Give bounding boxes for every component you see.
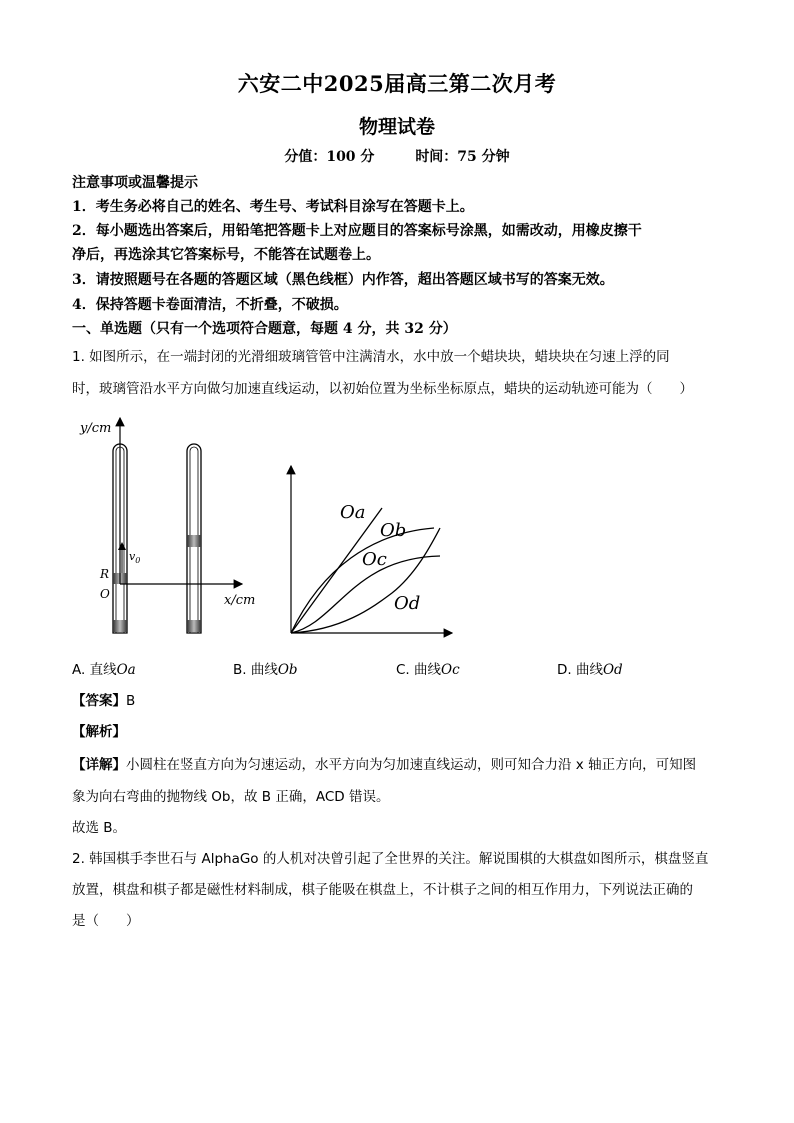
notice-item: 1．考生务必将自己的姓名、考生号、考试科目涂写在答题卡上。 [72,199,474,215]
q1-answer: 【答案】B [72,693,136,709]
notice-item: 净后，再选涂其它答案标号，不能答在试题卷上。 [72,247,380,263]
velocity-label: $v_0$ [129,550,141,565]
exam-subject: 物理试卷 [358,116,435,138]
notice-item: 3．请按照题号在各题的答题区域（黑色线框）内作答，超出答题区域书写的答案无效。 [72,272,614,288]
q1-detail: 【详解】小圆柱在竖直方向为匀速运动，水平方向为匀加速直线运动，则可知合力沿 x 轴正方向，可知图 [72,757,697,773]
tube-bottom-block [187,620,201,632]
x-axis-label: x/cm [224,593,256,608]
q2-stem-line: 是（ ） [72,913,140,929]
q1-stem-line: 1. 如图所示，在一端封闭的光滑细玻璃管管中注满清水，水中放一个蜡块块，蜡块块在匀速上浮的同 [72,349,670,365]
curve-label-ob: Ob [380,520,407,541]
notice-heading: 注意事项或温馨提示 [72,175,198,191]
q1-option-b[interactable]: B. 曲线Ob [233,662,298,678]
exam-title: 六安二中2025届高三第二次月考 [237,71,557,96]
q1-figure [72,408,472,648]
exam-meta [0,146,794,166]
time-label: 时间：75 分钟 [415,149,510,165]
q1-detail-line: 象为向右弯曲的抛物线 Ob，故 B 正确，ACD 错误。 [72,789,390,805]
origin-label: O [100,587,110,601]
curve-label-od: Od [394,593,421,614]
curve-label-oa: Oa [340,502,366,523]
r-label: R [100,567,110,581]
notice-item: 4．保持答题卡卷面清洁，不折叠，不破损。 [72,297,348,313]
tube-bottom-block [113,620,127,632]
q1-analysis-tag: 【解析】 [72,724,126,740]
curve-ob [291,528,434,633]
q1-option-d[interactable]: D. 曲线Od [557,662,623,678]
q2-stem-line: 放置，棋盘和棋子都是磁性材料制成，棋子能吸在棋盘上，不计棋子之间的相互作用力，下列说法正确的 [72,882,693,898]
y-axis-label: y/cm [80,421,112,436]
glass-tube-right [187,444,201,633]
q1-option-a[interactable]: A. 直线Oa [72,662,136,678]
score-label: 分值：100 分 [284,149,375,165]
q1-stem-line: 时，玻璃管沿水平方向做匀加速直线运动，以初始位置为坐标坐标原点，蜡块的运动轨迹可能为（ ） [72,381,693,397]
notice-item: 2．每小题选出答案后，用铅笔把答题卡上对应题目的答案标号涂黑，如需改动，用橡皮擦干 [72,223,642,239]
curve-od [291,528,440,633]
curve-label-oc: Oc [362,549,387,570]
trajectory-graph [291,466,452,633]
q1-option-c[interactable]: C. 曲线Oc [396,662,460,678]
q1-conclusion: 故选 B。 [72,820,127,836]
wax-block [187,535,201,547]
q2-stem-line: 2. 韩国棋手李世石与 AlphaGo 的人机对决曾引起了全世界的关注。解说围棋的大棋盘如图所示，棋盘竖直 [72,851,709,867]
q1-figure-svg [72,408,472,648]
section-heading: 一、单选题（只有一个选项符合题意，每题 4 分，共 32 分） [72,321,457,337]
